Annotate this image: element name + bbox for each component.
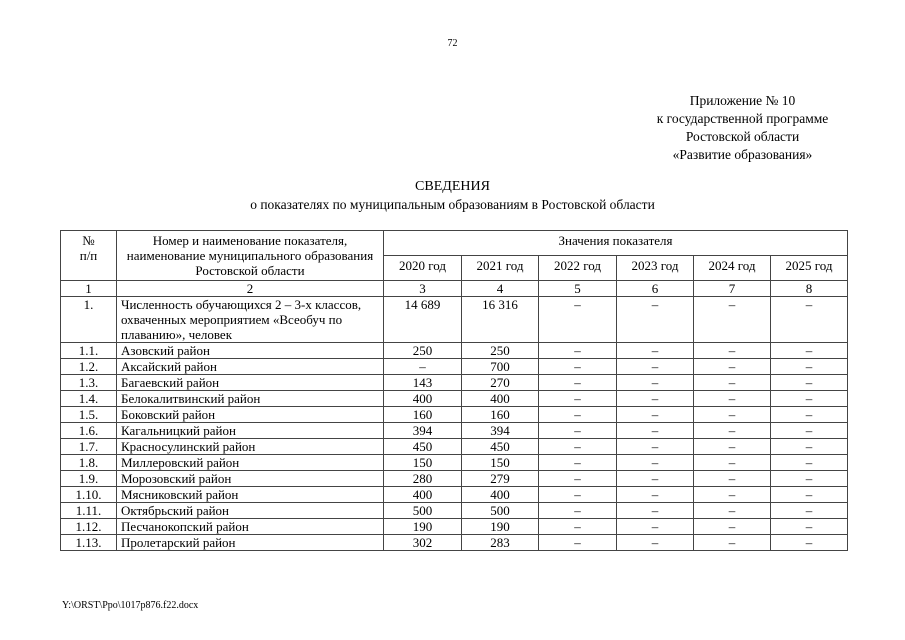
row-value: – (771, 471, 848, 487)
column-index-cell: 6 (617, 281, 694, 297)
row-value: – (694, 391, 771, 407)
row-value: – (617, 375, 694, 391)
row-value: 283 (462, 535, 539, 551)
column-index-cell: 8 (771, 281, 848, 297)
row-value: – (694, 343, 771, 359)
row-value: – (617, 359, 694, 375)
document-heading (0, 178, 905, 214)
header-year: 2023 год (617, 256, 694, 281)
row-value: 16 316 (462, 297, 539, 343)
row-value: 400 (462, 391, 539, 407)
row-value: 450 (462, 439, 539, 455)
row-value: – (617, 439, 694, 455)
row-value: – (771, 535, 848, 551)
row-value: – (539, 503, 617, 519)
row-value: – (771, 455, 848, 471)
page-number: 72 (447, 38, 458, 49)
row-value: – (617, 455, 694, 471)
row-value: 280 (384, 471, 462, 487)
row-value: – (694, 297, 771, 343)
row-value: – (617, 391, 694, 407)
row-value: – (694, 471, 771, 487)
header-year: 2021 год (462, 256, 539, 281)
row-value: – (694, 519, 771, 535)
row-value: 500 (384, 503, 462, 519)
row-number: 1.11. (61, 503, 117, 519)
row-number: 1.7. (61, 439, 117, 455)
row-value: 250 (462, 343, 539, 359)
table-row (61, 535, 848, 551)
row-value: – (539, 359, 617, 375)
row-value: – (617, 519, 694, 535)
table-body (61, 281, 848, 551)
appendix-line-1: Приложение № 10 (689, 93, 796, 108)
row-name: Красносулинский район (117, 439, 384, 455)
row-value: – (771, 503, 848, 519)
table-row (61, 455, 848, 471)
column-index-cell: 4 (462, 281, 539, 297)
row-value: – (694, 455, 771, 471)
table-row (61, 359, 848, 375)
row-value: 14 689 (384, 297, 462, 343)
row-name: Кагальницкий район (117, 423, 384, 439)
row-value: 150 (384, 455, 462, 471)
header-year: 2025 год (771, 256, 848, 281)
row-value: 190 (384, 519, 462, 535)
row-value: – (617, 297, 694, 343)
table-row (61, 407, 848, 423)
row-value: – (771, 439, 848, 455)
row-value: 270 (462, 375, 539, 391)
row-value: 279 (462, 471, 539, 487)
row-value: – (771, 359, 848, 375)
row-name: Численность обучающихся 2 – 3-х классов, охваченных мероприятием «Всеобуч по плаванию», человек (117, 297, 384, 343)
row-number: 1.13. (61, 535, 117, 551)
indicators-table (60, 230, 848, 551)
row-value: – (694, 487, 771, 503)
row-value: – (771, 423, 848, 439)
row-number: 1.5. (61, 407, 117, 423)
row-value: – (539, 535, 617, 551)
header-name: Номер и наименование показателя, наименование муниципального образования Ростовской области (117, 231, 384, 281)
header-values: Значения показателя (384, 231, 848, 256)
row-number: 1. (61, 297, 117, 343)
row-value: – (617, 471, 694, 487)
row-value: 700 (462, 359, 539, 375)
row-value: – (539, 343, 617, 359)
row-value: 250 (384, 343, 462, 359)
row-value: 400 (384, 487, 462, 503)
header-year: 2020 год (384, 256, 462, 281)
row-value: – (771, 407, 848, 423)
row-value: – (539, 487, 617, 503)
row-number: 1.3. (61, 375, 117, 391)
row-value: – (771, 343, 848, 359)
row-name: Азовский район (117, 343, 384, 359)
row-name: Боковский район (117, 407, 384, 423)
row-value: – (539, 407, 617, 423)
row-value: – (771, 519, 848, 535)
row-value: – (771, 375, 848, 391)
row-name: Песчанокопский район (117, 519, 384, 535)
row-value: – (694, 535, 771, 551)
row-number: 1.4. (61, 391, 117, 407)
row-number: 1.12. (61, 519, 117, 535)
row-value: – (694, 407, 771, 423)
row-value: – (694, 359, 771, 375)
row-number: 1.10. (61, 487, 117, 503)
header-num-line-1: № (82, 233, 95, 248)
row-value: 143 (384, 375, 462, 391)
row-value: 190 (462, 519, 539, 535)
table-row (61, 487, 848, 503)
row-name: Багаевский район (117, 375, 384, 391)
row-name: Белокалитвинский район (117, 391, 384, 407)
row-value: – (694, 503, 771, 519)
column-index-row (61, 281, 848, 297)
row-value: 400 (384, 391, 462, 407)
header-num-line-2: п/п (79, 248, 98, 263)
table-row (61, 439, 848, 455)
document-subtitle: о показателях по муниципальным образованиям в Ростовской области (250, 197, 655, 212)
row-number: 1.1. (61, 343, 117, 359)
row-value: 500 (462, 503, 539, 519)
row-value: – (617, 503, 694, 519)
header-year: 2024 год (694, 256, 771, 281)
row-name: Аксайский район (117, 359, 384, 375)
header-num (61, 231, 117, 281)
appendix-line-4: «Развитие образования» (672, 147, 813, 162)
table-row (61, 297, 848, 343)
table-row (61, 343, 848, 359)
column-index-cell: 1 (61, 281, 117, 297)
row-value: – (539, 391, 617, 407)
row-name: Мясниковский район (117, 487, 384, 503)
row-value: 394 (384, 423, 462, 439)
row-value: 394 (462, 423, 539, 439)
row-value: – (617, 343, 694, 359)
row-value: – (617, 407, 694, 423)
column-index-cell: 7 (694, 281, 771, 297)
row-number: 1.2. (61, 359, 117, 375)
header-year: 2022 год (539, 256, 617, 281)
row-name: Пролетарский район (117, 535, 384, 551)
footer-file-path: Y:\ORST\Ppo\1017p876.f22.docx (62, 600, 199, 611)
row-name: Миллеровский район (117, 455, 384, 471)
appendix-block (600, 92, 885, 164)
row-value: 302 (384, 535, 462, 551)
row-value: – (539, 375, 617, 391)
column-index-cell: 5 (539, 281, 617, 297)
row-value: 400 (462, 487, 539, 503)
row-value: – (771, 391, 848, 407)
row-number: 1.9. (61, 471, 117, 487)
row-value: – (694, 375, 771, 391)
column-index-cell: 2 (117, 281, 384, 297)
appendix-line-3: Ростовской области (685, 129, 800, 144)
row-value: – (694, 423, 771, 439)
row-value: – (694, 439, 771, 455)
table-row (61, 471, 848, 487)
table-row (61, 391, 848, 407)
row-value: – (617, 487, 694, 503)
table-row (61, 519, 848, 535)
row-value: – (539, 423, 617, 439)
row-value: – (384, 359, 462, 375)
table-row (61, 423, 848, 439)
row-value: – (539, 297, 617, 343)
row-value: – (539, 519, 617, 535)
row-value: 150 (462, 455, 539, 471)
table-row (61, 375, 848, 391)
row-value: – (617, 535, 694, 551)
table-row (61, 503, 848, 519)
row-value: – (617, 423, 694, 439)
row-value: – (539, 455, 617, 471)
row-number: 1.8. (61, 455, 117, 471)
row-name: Морозовский район (117, 471, 384, 487)
row-value: 160 (462, 407, 539, 423)
row-value: – (539, 471, 617, 487)
document-title: СВЕДЕНИЯ (415, 179, 490, 194)
row-value: 160 (384, 407, 462, 423)
appendix-line-2: к государственной программе (656, 111, 829, 126)
row-value: 450 (384, 439, 462, 455)
row-value: – (771, 297, 848, 343)
column-index-cell: 3 (384, 281, 462, 297)
row-number: 1.6. (61, 423, 117, 439)
row-value: – (539, 439, 617, 455)
row-value: – (771, 487, 848, 503)
row-name: Октябрьский район (117, 503, 384, 519)
